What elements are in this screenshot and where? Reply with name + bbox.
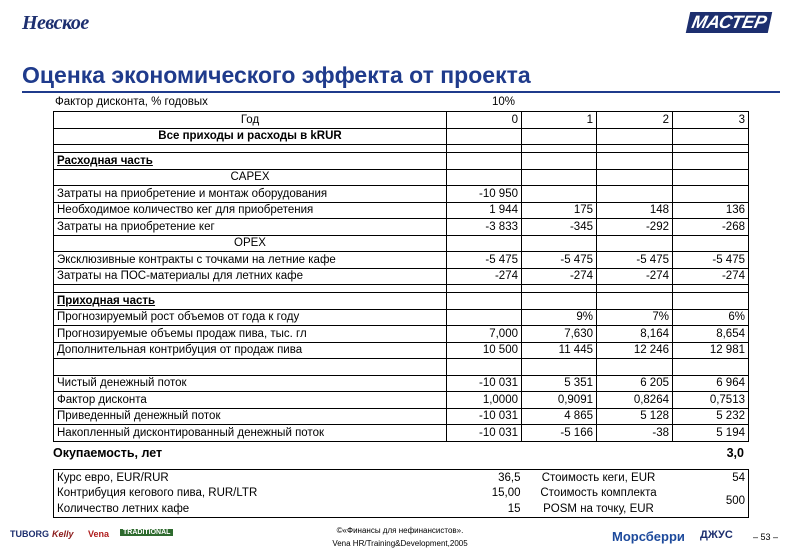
cell: 15,00 xyxy=(491,487,521,500)
discount-label: Фактор дисконта, % годовых xyxy=(55,96,208,108)
row-label: Прогнозируемые объемы продаж пива, тыс. гл xyxy=(54,326,447,343)
cell: -5 475 xyxy=(673,252,749,269)
row-label: Накопленный дисконтированный денежный поток xyxy=(54,425,447,442)
row-label: Прогнозируемый рост объемов от года к году xyxy=(54,309,447,326)
table-row xyxy=(54,470,749,486)
row-label: Фактор дисконта xyxy=(54,392,447,409)
cell: 136 xyxy=(673,202,749,219)
payback-value: 3,0 xyxy=(726,446,744,460)
kelly-logo: Kelly xyxy=(52,529,74,539)
cell: -274 xyxy=(447,268,522,285)
table-row xyxy=(54,309,749,326)
tuborg-logo: TUBORG xyxy=(10,529,49,539)
table-row xyxy=(54,252,749,269)
cell xyxy=(673,186,749,203)
cell xyxy=(522,186,597,203)
cell: 148 xyxy=(597,202,673,219)
nevskoe-logo: Невское xyxy=(22,12,89,34)
row-label: Дополнительная контрибуция от продаж пива xyxy=(54,342,447,359)
table-row xyxy=(54,425,749,442)
all-label: Все приходы и расходы в kRUR xyxy=(54,128,447,145)
table-row xyxy=(54,235,749,252)
table-row xyxy=(54,186,749,203)
cell: -10 031 xyxy=(447,408,522,425)
cell: 12 246 xyxy=(597,342,673,359)
master-logo: МАСТЕР xyxy=(685,12,772,33)
cell: -345 xyxy=(522,219,597,236)
morsberry-logo: Морсберри xyxy=(612,529,685,544)
cell: 0,8264 xyxy=(597,392,673,409)
table-row xyxy=(54,153,749,170)
table-row xyxy=(54,408,749,425)
year-label: Год xyxy=(54,112,447,129)
opex-label: OPEX xyxy=(54,235,447,252)
cell: 5 194 xyxy=(673,425,749,442)
table-row xyxy=(54,326,749,343)
year-cell: 3 xyxy=(673,112,749,129)
table-row xyxy=(54,219,749,236)
cell: -10 031 xyxy=(447,425,522,442)
cell: 1 944 xyxy=(447,202,522,219)
cell: 8,164 xyxy=(597,326,673,343)
cell: -5 166 xyxy=(522,425,597,442)
table-row xyxy=(54,169,749,186)
table-row xyxy=(54,268,749,285)
cell: -38 xyxy=(597,425,673,442)
cell xyxy=(447,309,522,326)
payback-label: Окупаемость, лет xyxy=(53,446,163,460)
footer-copyright xyxy=(300,524,500,550)
year-cell: 2 xyxy=(597,112,673,129)
discount-value: 10% xyxy=(492,96,516,108)
row-label: Курс евро, EUR/RUR xyxy=(57,471,169,484)
economic-effect-table xyxy=(53,111,749,442)
cell: -268 xyxy=(673,219,749,236)
row-label: Затраты на приобретение и монтаж оборудования xyxy=(54,186,447,203)
row-label: Приведенный денежный поток xyxy=(54,408,447,425)
cell: 0,9091 xyxy=(522,392,597,409)
cell xyxy=(597,186,673,203)
row-label: Эксклюзивные контракты с точками на летние кафе xyxy=(54,252,447,269)
cell: 1,0000 xyxy=(447,392,522,409)
table-row xyxy=(54,342,749,359)
capex-label: CAPEX xyxy=(54,169,447,186)
table-row xyxy=(54,392,749,409)
cell: 4 865 xyxy=(522,408,597,425)
assumptions-table xyxy=(53,469,749,518)
table-row xyxy=(54,202,749,219)
cell: 54 xyxy=(732,471,745,484)
cell: 15 xyxy=(507,502,521,515)
row-label: Стоимость комплекта xyxy=(540,487,657,500)
row-label: POSM на точку, EUR xyxy=(543,502,654,515)
row-label: Затраты на ПОС-материалы для летних кафе xyxy=(54,268,447,285)
table-row xyxy=(54,145,749,153)
row-label: Затраты на приобретение кег xyxy=(54,219,447,236)
cell: 6 205 xyxy=(597,375,673,392)
cell: 7,000 xyxy=(447,326,522,343)
income-section: Приходная часть xyxy=(54,293,447,310)
cell: 9% xyxy=(522,309,597,326)
cell: -3 833 xyxy=(447,219,522,236)
expense-section: Расходная часть xyxy=(54,153,447,170)
cell: 7,630 xyxy=(522,326,597,343)
traditional-logo: TRADITIONAL xyxy=(120,529,173,536)
page-number: – 53 – xyxy=(752,532,778,542)
cell: -5 475 xyxy=(522,252,597,269)
table-row xyxy=(54,359,749,376)
year-cell: 0 xyxy=(447,112,522,129)
table-row xyxy=(54,128,749,145)
row-label: Необходимое количество кег для приобретения xyxy=(54,202,447,219)
footer-line: Vena HR/Training&Development,2005 xyxy=(332,539,468,548)
cell: 6% xyxy=(673,309,749,326)
payback-row xyxy=(53,446,748,460)
table-row xyxy=(54,486,749,502)
cell: 0,7513 xyxy=(673,392,749,409)
cell: 10 500 xyxy=(447,342,522,359)
row-label: Стоимость кеги, EUR xyxy=(541,471,656,484)
vena-logo: Vena xyxy=(88,529,110,539)
table-row xyxy=(54,501,749,517)
cell: 6 964 xyxy=(673,375,749,392)
table-row xyxy=(54,112,749,129)
cell: 5 232 xyxy=(673,408,749,425)
cell: 500 xyxy=(725,495,745,507)
year-cell: 1 xyxy=(522,112,597,129)
cell: 11 445 xyxy=(522,342,597,359)
cell: 36,5 xyxy=(498,471,521,484)
cell: -274 xyxy=(597,268,673,285)
row-label: Чистый денежный поток xyxy=(54,375,447,392)
row-label: Контрибуция кегового пива, RUR/LTR xyxy=(57,487,258,500)
cell: 12 981 xyxy=(673,342,749,359)
cell: -274 xyxy=(673,268,749,285)
cell: -5 475 xyxy=(447,252,522,269)
row-label: Количество летних кафе xyxy=(57,502,190,515)
table-row xyxy=(54,293,749,310)
cell: -292 xyxy=(597,219,673,236)
table-row xyxy=(54,285,749,293)
cell: 175 xyxy=(522,202,597,219)
cell: 5 128 xyxy=(597,408,673,425)
cell: 7% xyxy=(597,309,673,326)
title-divider xyxy=(22,91,780,93)
cell: -274 xyxy=(522,268,597,285)
cell: -10 031 xyxy=(447,375,522,392)
table-row xyxy=(54,375,749,392)
cell: -10 950 xyxy=(447,186,522,203)
juice-logo: ДЖУС xyxy=(700,529,733,541)
cell: 5 351 xyxy=(522,375,597,392)
cell: -5 475 xyxy=(597,252,673,269)
cell: 8,654 xyxy=(673,326,749,343)
page-title: Оценка экономического эффекта от проекта xyxy=(22,62,531,88)
footer-line: ©«Финансы для нефинансистов». xyxy=(336,526,464,535)
